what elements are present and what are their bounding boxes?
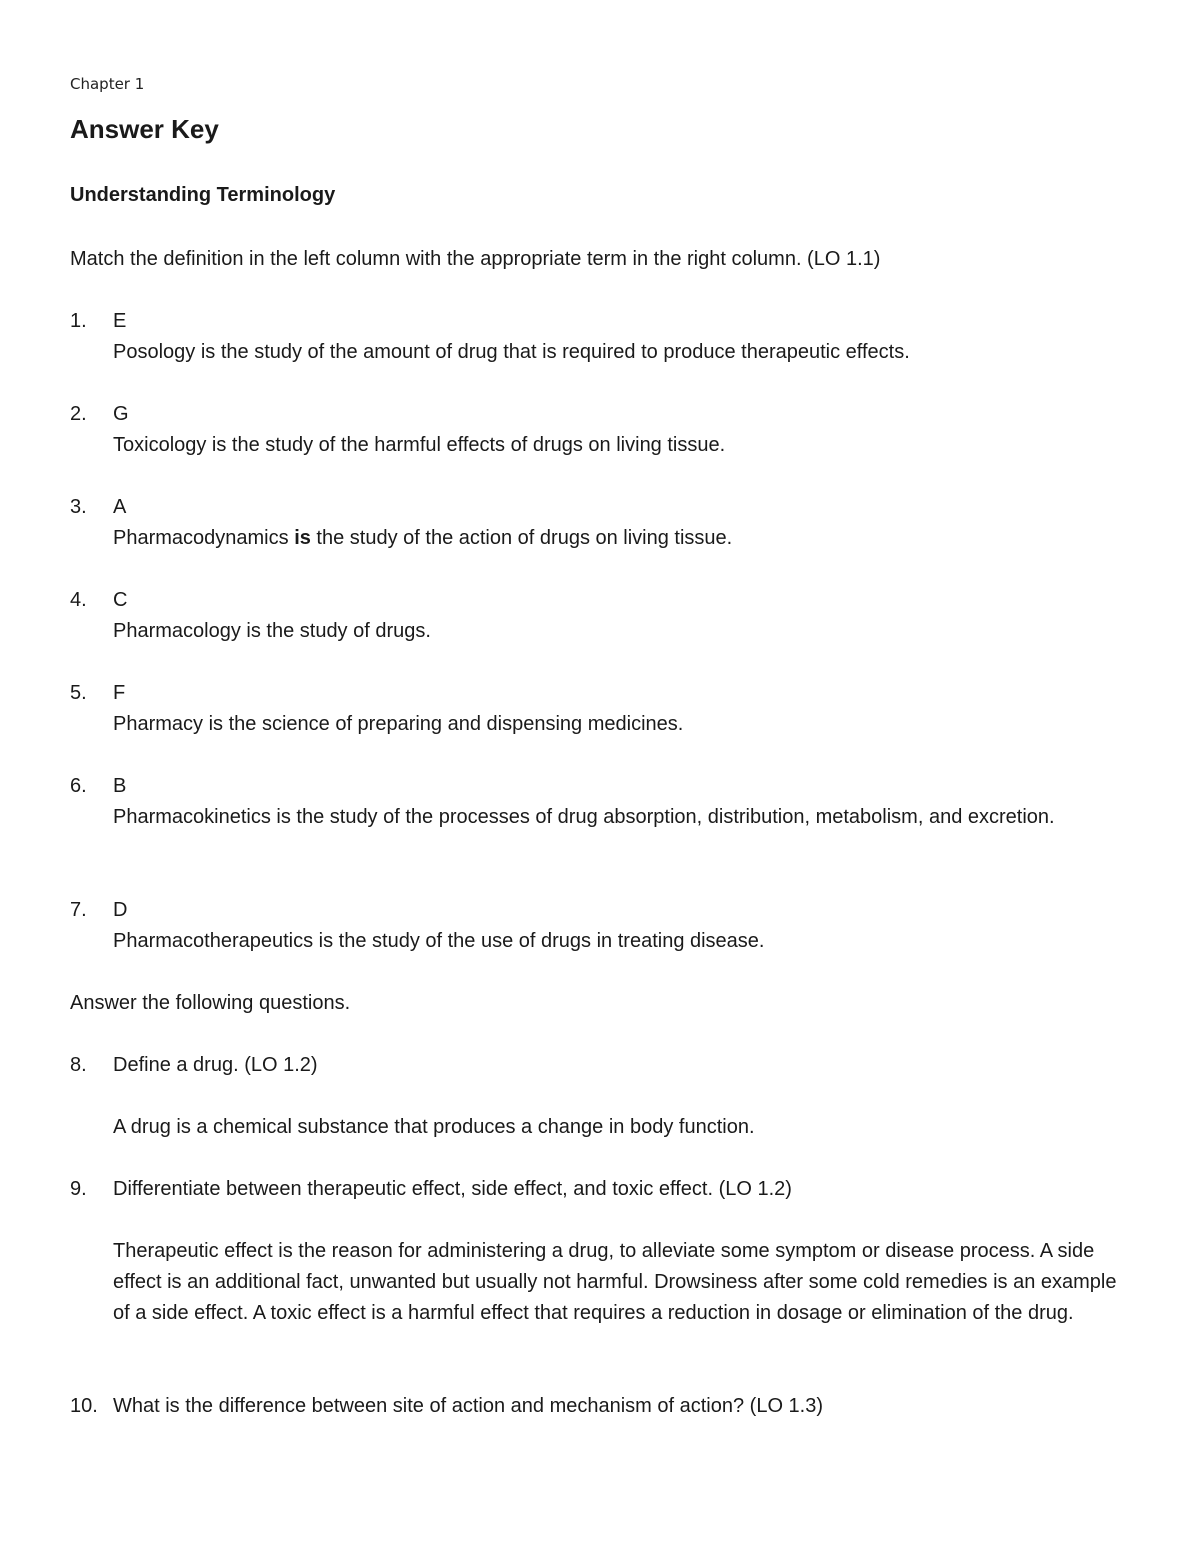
item-number: 2.	[70, 403, 87, 425]
item-number: 1.	[70, 310, 87, 332]
item-letter: F	[113, 682, 126, 704]
question-text: What is the difference between site of action and mechanism of action? (LO 1.3)	[113, 1395, 824, 1417]
question-answer: Therapeutic effect is the reason for administering a drug, to alleviate some symptom or disease process. A side effect is an additional fact, unwanted but usually not harmful. Drowsiness after some cold remedies is an example of a side effect. A toxic effect is a harmful effect that requires a reduction in dosage or elimination of the drug.	[113, 1240, 1117, 1324]
question-item	[70, 1050, 1130, 1081]
item-letter: D	[113, 899, 128, 921]
question-text: Define a drug. (LO 1.2)	[113, 1054, 318, 1076]
item-number: 4.	[70, 589, 87, 611]
question-answer: A drug is a chemical substance that produces a change in body function.	[113, 1116, 755, 1138]
question-number: 9.	[70, 1178, 87, 1200]
item-definition: Pharmacotherapeutics is the study of the use of drugs in treating disease.	[113, 930, 765, 952]
item-definition: Pharmacy is the science of preparing and dispensing medicines.	[113, 713, 684, 735]
questions-instructions: Answer the following questions.	[70, 992, 351, 1014]
item-letter: A	[113, 496, 127, 518]
page-title: Answer Key	[70, 114, 219, 144]
item-letter: C	[113, 589, 128, 611]
item-definition: Posology is the study of the amount of drug that is required to produce therapeutic effects.	[113, 341, 910, 363]
item-number: 3.	[70, 496, 87, 518]
matching-item	[70, 678, 1130, 740]
chapter-label: Chapter 1	[70, 75, 145, 93]
question-item	[70, 1174, 1130, 1205]
matching-item	[70, 771, 1130, 833]
item-number: 5.	[70, 682, 87, 704]
item-definition: Pharmacodynamics is the study of the action of drugs on living tissue.	[113, 527, 733, 549]
matching-item	[70, 399, 1130, 461]
question-item	[70, 1391, 1130, 1422]
question-text: Differentiate between therapeutic effect, side effect, and toxic effect. (LO 1.2)	[113, 1178, 792, 1200]
section-heading: Understanding Terminology	[70, 184, 336, 206]
item-number: 7.	[70, 899, 87, 921]
matching-instructions: Match the definition in the left column with the appropriate term in the right column. (LO 1.1)	[70, 248, 881, 270]
item-definition: Pharmacokinetics is the study of the processes of drug absorption, distribution, metabolism, and excretion.	[113, 806, 1055, 828]
item-definition: Pharmacology is the study of drugs.	[113, 620, 431, 642]
matching-item	[70, 895, 1130, 957]
item-letter: G	[113, 403, 129, 425]
matching-item	[70, 306, 1130, 368]
item-letter: E	[113, 310, 127, 332]
question-number: 8.	[70, 1054, 87, 1076]
item-letter: B	[113, 775, 127, 797]
item-number: 6.	[70, 775, 87, 797]
matching-item	[70, 585, 1130, 647]
question-number: 10.	[70, 1395, 98, 1417]
matching-item	[70, 492, 1130, 554]
item-definition: Toxicology is the study of the harmful effects of drugs on living tissue.	[113, 434, 726, 456]
